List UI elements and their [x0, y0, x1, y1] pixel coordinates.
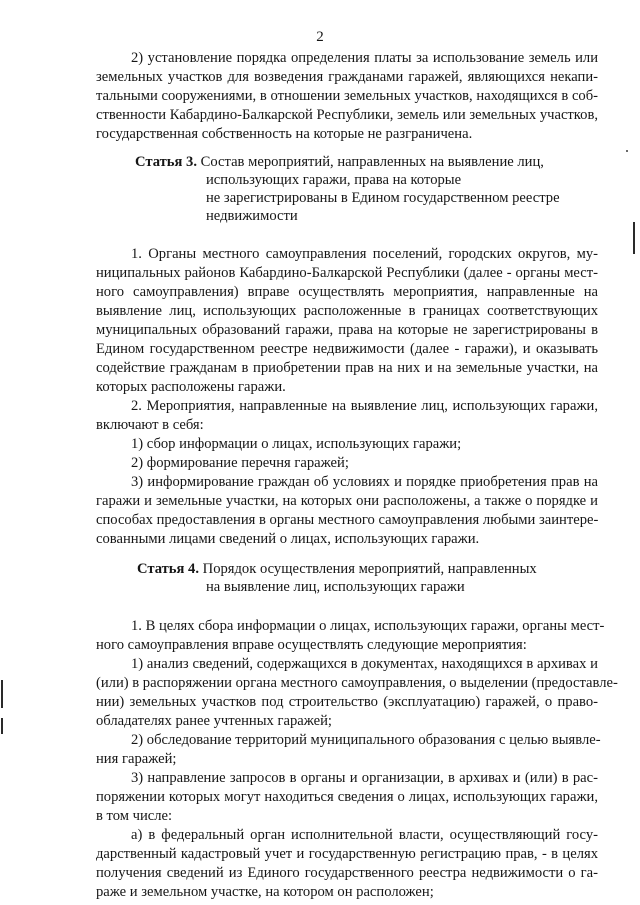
article-3-line: муниципальных образований гаражи, права на которые не зарегистрированы в — [96, 322, 598, 338]
article-3-line: способах предоставления в органы местного самоуправления любыми заинтере- — [96, 512, 599, 528]
article-4-heading — [137, 560, 537, 578]
scan-margin-mark — [1, 680, 3, 708]
scan-margin-mark — [1, 718, 3, 734]
article-3-line: 2. Мероприятия, направленные на выявление лиц, использующих гаражи, — [131, 398, 598, 414]
article-3-line: включают в себя: — [96, 417, 204, 433]
article-3-title-line: недвижимости — [206, 208, 298, 224]
article-3-heading — [135, 153, 544, 171]
intro-line: государственная собственность на которые не разграничена. — [96, 126, 473, 142]
article-4-line: ного самоуправления вправе осуществлять следующие мероприятия: — [96, 637, 527, 653]
article-4-line: обладателях ранее учтенных гаражей; — [96, 713, 332, 729]
article-3-line: 1. Органы местного самоуправления поселений, городских округов, му- — [131, 246, 598, 262]
article-3-title-line: использующих гаражи, права на которые — [206, 172, 462, 188]
article-4-line: (или) в распоряжении органа местного самоуправления, о выделении (предоставле- — [96, 675, 618, 691]
article-3-line: Едином государственном реестре недвижимости (далее - гаражи), и оказывать — [96, 341, 598, 357]
article-4-line: поряжении которых могут находиться сведения о лицах, использующих гаражи, — [96, 789, 598, 805]
article-3-line: гаражи и земельные участки, на которых они расположены, а также о порядке и — [96, 493, 598, 509]
article-4-line: получения сведений из Единого государственного реестра недвижимости о га- — [96, 865, 598, 881]
article-4-line: 1) анализ сведений, содержащихся в документах, находящихся в архивах и — [131, 656, 598, 672]
article-3-line: 2) формирование перечня гаражей; — [131, 455, 349, 471]
article-4-line: ния гаражей; — [96, 751, 177, 767]
article-3-title-line: Состав мероприятий, направленных на выявление лиц, — [200, 154, 544, 170]
article-3-line: сованными лицами сведений о лицах, использующих гаражи. — [96, 531, 480, 547]
article-4-line: а) в федеральный орган исполнительной власти, осуществляющий госу- — [131, 827, 598, 843]
article-3-line: ниципальных районов Кабардино-Балкарской Республики (далее - органы мест- — [96, 265, 598, 281]
article-4-line: 1. В целях сбора информации о лицах, использующих гаражи, органы мест- — [131, 618, 605, 634]
article-4-line: раже и земельном участке, на котором он расположен; — [96, 884, 434, 900]
article-4-line: в том числе: — [96, 808, 173, 824]
article-3-line: 3) информирование граждан об условиях и порядке приобретения прав на — [131, 474, 598, 490]
article-3-line: которых расположены гаражи. — [96, 379, 286, 395]
article-3-line: 1) сбор информации о лицах, использующих гаражи; — [131, 436, 462, 452]
intro-line: 2) установление порядка определения платы за использование земель или — [131, 50, 598, 66]
scan-speck — [626, 150, 628, 152]
intro-line: ственности Кабардино-Балкарской Республики, земель или земельных участков, — [96, 107, 598, 123]
scan-margin-mark — [633, 222, 635, 254]
article-3-line: ного самоуправления) вправе осуществлять мероприятия, направленные на — [96, 284, 598, 300]
article-4-line: дарственный кадастровый учет и государственную регистрацию прав, - в целях — [96, 846, 598, 862]
article-3-line: содействие гражданам в приобретении прав на них и на земельные участки, на — [96, 360, 598, 376]
article-4-title-line: Порядок осуществления мероприятий, направленных — [202, 561, 537, 577]
page-number: 2 — [316, 29, 324, 45]
article-4-line: 3) направление запросов в органы и организации, в архивах и (или) в рас- — [131, 770, 598, 786]
article-4-line: 2) обследование территорий муниципального образования с целью выявле- — [131, 732, 601, 748]
intro-line: земельных участков для возведения гражданами гаражей, являющихся некапи- — [96, 69, 598, 85]
article-3-label: Статья 3. — [135, 154, 197, 170]
article-4-label: Статья 4. — [137, 561, 199, 577]
article-4-title-line: на выявление лиц, использующих гаражи — [206, 579, 465, 595]
article-4-line: нии) земельных участков под строительство (эксплуатацию) гаражей, о право- — [96, 694, 598, 710]
article-3-title-line: не зарегистрированы в Едином государственном реестре — [206, 190, 560, 206]
intro-line: тальными сооружениями, в отношении земельных участков, находящихся в соб- — [96, 88, 598, 104]
article-3-line: выявление лиц, использующих расположенные в границах соответствующих — [96, 303, 598, 319]
